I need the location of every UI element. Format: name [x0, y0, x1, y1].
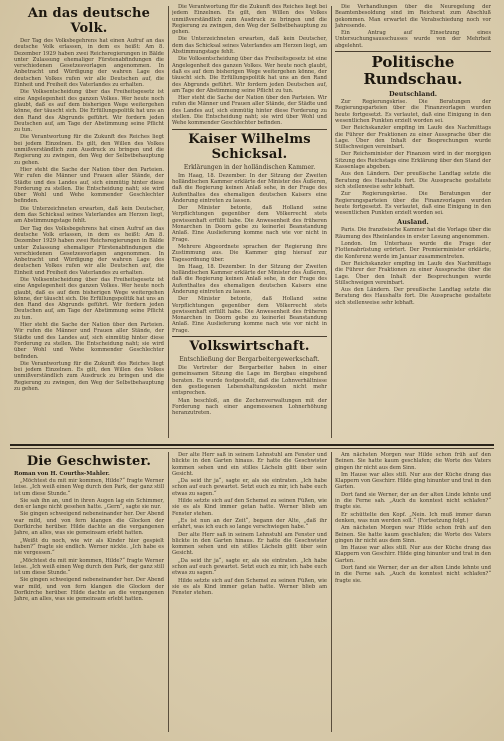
section-rule: [172, 336, 327, 337]
paragraph: Der Tag des Volksbegehrens hat einen Aufruf an das deutsche Volk erlassen, in dem es heißt: Am 8. Dezember 1929 haben zwei Reichsregierungen in Bälde unter Zulassung ehemaliger Fürstenabfindungen die verschiedenen Gesetzesvorlagen angenommen. In Anbetracht und Würdigung der wahren Lage des deutschen Volkes rufen wir alle Deutschen auf, die Einheit und Freiheit des Vaterlandes zu erhalten.: [14, 225, 164, 276]
column-divider: [331, 6, 332, 438]
paragraph: Hier steht die Sache der Nation über den Parteien. Wir rufen die Männer und Frauen aller Stände, der Städte und des Landes auf, sich einmütig hinter diese Forderung zu stellen. Die Entscheidung naht; sie wird über Wohl und Wehe kommender Geschlechter befinden.: [14, 322, 164, 360]
paragraph: Zur Regierungskrise. Die Beratungen der Regierungsparteien über die Finanzvorlagen wurden heute fortgesetzt. Es verlautet, daß eine Einigung in den wesentlichen Punkten erzielt worden sei.: [335, 99, 491, 124]
paragraph: Der Reichskanzler empfing im Laufe des Nachmittags die Führer der Fraktionen zu einer Aussprache über die Lage. Über den Inhalt der Besprechungen wurde Stillschweigen vereinbart.: [335, 125, 491, 151]
paragraph: Sie gingen schweigend nebeneinander her. Der Abend war mild, und von fern klangen die Glocken der Dorfkirche herüber. Hilde dachte an die vergangenen Jahre, an alles, was sie gemeinsam erlebt hatten.: [14, 511, 164, 537]
subheadline: Erklärungen in der holländischen Kammer.: [183, 163, 316, 171]
column-3: [335, 4, 491, 442]
subheadline: Entschließung der Bergarbeitergewerkschaft.: [179, 356, 320, 364]
paragraph: „Da seid ihr ja“, sagte er, als sie eintraten. „Ich habe schon auf euch gewartet. Setzt euch zu mir, ich habe euch etwas zu sagen.“: [172, 478, 327, 497]
headline-politische-rundschau: Politische Rundschau.: [363, 53, 463, 89]
paragraph: Der Minister betonte, daß Holland seine Verpflichtungen gegenüber dem Völkerrecht stets gewissenhaft erfüllt habe. Die Anwesenheit des früheren Monarchen in Doorn gebe zu keinerlei Beanstandung Anlaß. Eine Auslieferung komme nach wie vor nicht in Frage.: [172, 205, 327, 243]
headline-an-das-deutsche-volk: An das deutsche Volk.: [27, 6, 151, 36]
section-rule: [172, 129, 327, 130]
paragraph: Im Hause war alles still. Nur aus der Küche drang das Klappern von Geschirr. Hilde ging hinunter und trat in den Garten.: [335, 471, 491, 491]
feuilleton-rule-thin: [10, 448, 494, 449]
paragraph: Mehrere Abgeordnete sprachen der Regierung ihre Zustimmung aus. Die Kammer ging hierauf zur Tagesordnung über.: [172, 243, 327, 263]
paragraph: Paris. Die französische Kammer hat die Vorlage über die Räumung des Rheinlandes in erster Lesung angenommen.: [335, 227, 491, 240]
paragraph: Der alte Herr saß in seinem Lehnstuhl am Fenster und blickte in den Garten hinaus. Er hatte die Geschwister kommen sehen und ein stilles Lächeln glitt über sein Gesicht.: [172, 452, 327, 477]
paragraph: Die Volksentscheidung über das Freiheitsgesetz ist eine Angelegenheit des ganzen Volkes. Wer heute noch glaubt, daß es auf dem bisherigen Wege weitergehen könne, der täuscht sich. Die Erfüllungspolitik hat uns an den Rand des Abgrunds geführt. Wir fordern jeden Deutschen auf, am Tage der Abstimmung seine Pflicht zu tun.: [14, 89, 164, 134]
paragraph: „Weißt du noch, wie wir als Kinder hier gespielt haben?“ fragte sie endlich. Werner nickte. „Ich habe es nie vergessen.“: [14, 537, 164, 557]
paragraph: Die Verhandlungen über die Neuregelung der Beamtenbesoldung sind im Reichsrat zum Abschluß gekommen. Man erwartet die Verabschiedung noch vor Jahresende.: [335, 4, 491, 29]
paragraph: „Möchtest du mit mir kommen, Hilde?“ fragte Werner leise. „Ich weiß einen Weg durch den Park, der ganz still ist um diese Stunde.“: [14, 557, 164, 577]
paragraph: „Da seid ihr ja“, sagte er, als sie eintraten. „Ich habe schon auf euch gewartet. Setzt euch zu mir, ich habe euch etwas zu sagen.“: [172, 557, 327, 577]
paragraph: Der alte Herr saß in seinem Lehnstuhl am Fenster und blickte in den Garten hinaus. Er hatte die Geschwister kommen sehen und ein stilles Lächeln glitt über sein Gesicht.: [172, 531, 327, 557]
paragraph: Man beschloß, an die Zechenverwaltungen mit der Forderung nach einer angemessenen Lohnerhöhung heranzutreten.: [172, 397, 327, 417]
serial-body: [335, 452, 491, 584]
paragraph: Hilde setzte sich auf den Schemel zu seinen Füßen, wie sie es als Kind immer getan hatte. Werner blieb am Fenster stehen.: [172, 498, 327, 517]
paragraph: „Möchtest du mit mir kommen, Hilde?“ fragte Werner leise. „Ich weiß einen Weg durch den Park, der ganz still ist um diese Stunde.“: [14, 478, 164, 497]
article-body: [335, 227, 491, 306]
paragraph: Die Unterzeichneten erwarten, daß kein Deutscher, dem das Schicksal seines Vaterlandes am Herzen liegt, am Abstimmungstage fehlt.: [14, 205, 164, 225]
paragraph: Im Haag, 18. Dezember. In der Sitzung der Zweiten holländischen Kammer erklärte der Minister des Äußeren, daß die Regierung keinen Anlaß sehe, in der Frage des Aufenthaltes des ehemaligen deutschen Kaisers eine Änderung eintreten zu lassen.: [172, 172, 327, 204]
paragraph: Aus den Ländern. Der preußische Landtag setzte die Beratung des Haushalts fort. Die Aussprache gestaltete sich stellenweise sehr lebhaft.: [335, 171, 491, 190]
paragraph: Am nächsten Morgen war Hilde schon früh auf den Beinen. Sie hatte kaum geschlafen; die Worte des Vaters gingen ihr nicht aus dem Sinn.: [335, 452, 491, 471]
paragraph: Die Volksentscheidung über das Freiheitsgesetz ist eine Angelegenheit des ganzen Volkes. Wer heute noch glaubt, daß es auf dem bisherigen Wege weitergehen könne, der täuscht sich. Die Erfüllungspolitik hat uns an den Rand des Abgrunds geführt. Wir fordern jeden Deutschen auf, am Tage der Abstimmung seine Pflicht zu tun.: [172, 56, 327, 94]
paragraph: Im Haag, 18. Dezember. In der Sitzung der Zweiten holländischen Kammer erklärte der Minister des Äußeren, daß die Regierung keinen Anlaß sehe, in der Frage des Aufenthaltes des ehemaligen deutschen Kaisers eine Änderung eintreten zu lassen.: [172, 263, 327, 295]
paragraph: Der Minister betonte, daß Holland seine Verpflichtungen gegenüber dem Völkerrecht stets gewissenhaft erfüllt habe. Die Anwesenheit des früheren Monarchen in Doorn gebe zu keinerlei Beanstandung Anlaß. Eine Auslieferung komme nach wie vor nicht in Frage.: [172, 296, 327, 334]
paragraph: Hier steht die Sache der Nation über den Parteien. Wir rufen die Männer und Frauen aller Stände, der Städte und des Landes auf, sich einmütig hinter diese Forderung zu stellen. Die Entscheidung naht; sie wird über Wohl und Wehe kommender Geschlechter befinden.: [172, 95, 327, 127]
paragraph: „Es ist nun an der Zeit“, begann der Alte, „daß ihr erfahrt, was ich euch so lange verschwiegen habe.“: [172, 517, 327, 531]
section-rule: [335, 51, 491, 52]
paragraph: Zur Regierungskrise. Die Beratungen der Regierungsparteien über die Finanzvorlagen wurden heute fortgesetzt. Es verlautet, daß eine Einigung in den wesentlichen Punkten erzielt worden sei.: [335, 191, 491, 217]
serial-column-2: [172, 452, 327, 734]
paragraph: Aus den Ländern. Der preußische Landtag setzte die Beratung des Haushalts fort. Die Aussprache gestaltete sich stellenweise sehr lebhaft.: [335, 287, 491, 306]
headline-volkswirtschaft: Volkswirtschaft.: [189, 339, 310, 355]
paragraph: Im Hause war alles still. Nur aus der Küche drang das Klappern von Geschirr. Hilde ging hinunter und trat in den Garten.: [335, 545, 491, 564]
article-body: [172, 365, 327, 416]
section-heading: Ausland.: [397, 218, 429, 227]
article-continuation: [172, 4, 327, 127]
paragraph: Die Volksentscheidung über das Freiheitsgesetz ist eine Angelegenheit des ganzen Volkes. Wer heute noch glaubt, daß es auf dem bisherigen Wege weitergehen könne, der täuscht sich. Die Erfüllungspolitik hat uns an den Rand des Abgrunds geführt. Wir fordern jeden Deutschen auf, am Tage der Abstimmung seine Pflicht zu tun.: [14, 276, 164, 321]
paragraph: Der Reichsminister der Finanzen wird in der morgigen Sitzung des Reichstags eine Erklärung über den Stand der Kassenlage abgeben.: [335, 151, 491, 171]
paragraph: Dort fand sie Werner, der an der alten Linde lehnte und in die Ferne sah. „Auch du konntest nicht schlafen?“ fragte sie.: [335, 491, 491, 511]
serial-column-1: [14, 452, 164, 734]
feuilleton-rule: [10, 444, 494, 446]
article-body: [172, 173, 327, 334]
paragraph: Die Verantwortung für die Zukunft des Reiches liegt bei jedem Einzelnen. Es gilt, den Willen des Volkes unmißverständlich zum Ausdruck zu bringen und die Regierung zu zwingen, den Weg der Selbstbehauptung zu gehen.: [14, 360, 164, 393]
paragraph: Er schüttelte den Kopf. „Nein. Ich muß immer daran denken, was nun werden soll.“ (Fortsetzung folgt.): [335, 511, 491, 524]
paragraph: Die Verantwortung für die Zukunft des Reiches liegt bei jedem Einzelnen. Es gilt, den Willen des Volkes unmißverständlich zum Ausdruck zu bringen und die Regierung zu zwingen, den Weg der Selbstbehauptung zu gehen.: [14, 134, 164, 166]
paragraph: Dort fand sie Werner, der an der alten Linde lehnte und in die Ferne sah. „Auch du konntest nicht schlafen?“ fragte sie.: [335, 565, 491, 584]
paragraph: Die Vertreter der Bergarbeiter haben in einer gemeinsamen Sitzung die Lage im Bergbau eingehend beraten. Es wurde festgestellt, daß die Lohnverhältnisse den gestiegenen Lebenshaltungskosten nicht mehr entsprechen.: [172, 365, 327, 397]
headline-kaiser-wilhelms-schicksal: Kaiser Wilhelms Schicksal.: [188, 131, 311, 162]
paragraph: Die Verantwortung für die Zukunft des Reiches liegt bei jedem Einzelnen. Es gilt, den Willen des Volkes unmißverständlich zum Ausdruck zu bringen und die Regierung zu zwingen, den Weg der Selbstbehauptung zu gehen.: [172, 4, 327, 36]
paragraph: Hier steht die Sache der Nation über den Parteien. Wir rufen die Männer und Frauen aller Stände, der Städte und des Landes auf, sich einmütig hinter diese Forderung zu stellen. Die Entscheidung naht; sie wird über Wohl und Wehe kommender Geschlechter befinden.: [14, 166, 164, 205]
headline-die-geschwister: Die Geschwister.: [26, 454, 152, 469]
article-body: [14, 38, 164, 392]
serial-body: [14, 478, 164, 603]
paragraph: Der Reichskanzler empfing im Laufe des Nachmittags die Führer der Fraktionen zu einer Aussprache über die Lage. Über den Inhalt der Besprechungen wurde Stillschweigen vereinbart.: [335, 260, 491, 286]
paragraph: London. Im Unterhaus wurde die Frage der Flottenabrüstung erörtert. Der Premierminister erklärte, die Konferenz werde im Januar zusammentreten.: [335, 241, 491, 260]
article-body: [335, 99, 491, 216]
column-1: [14, 4, 164, 442]
paragraph: Die Unterzeichneten erwarten, daß kein Deutscher, dem das Schicksal seines Vaterlandes am Herzen liegt, am Abstimmungstage fehlt.: [172, 36, 327, 56]
paragraph: Sie sah ihn an, und in ihren Augen lag ein Schimmer, den er lange nicht gesehen hatte. „Gern“, sagte sie nur.: [14, 497, 164, 511]
serial-body: [172, 452, 327, 597]
paragraph: Sie gingen schweigend nebeneinander her. Der Abend war mild, und von fern klangen die Glocken der Dorfkirche herüber. Hilde dachte an die vergangenen Jahre, an alles, was sie gemeinsam erlebt hatten.: [14, 577, 164, 603]
column-divider: [168, 6, 169, 438]
paragraph: Am nächsten Morgen war Hilde schon früh auf den Beinen. Sie hatte kaum geschlafen; die Worte des Vaters gingen ihr nicht aus dem Sinn.: [335, 525, 491, 544]
serial-byline: Roman von H. Courths-Mahler.: [14, 471, 110, 477]
column-divider: [168, 452, 169, 732]
paragraph: Der Tag des Volksbegehrens hat einen Aufruf an das deutsche Volk erlassen, in dem es heißt: Am 8. Dezember 1929 haben zwei Reichsregierungen in Bälde unter Zulassung ehemaliger Fürstenabfindungen die verschiedenen Gesetzesvorlagen angenommen. In Anbetracht und Würdigung der wahren Lage des deutschen Volkes rufen wir alle Deutschen auf, die Einheit und Freiheit des Vaterlandes zu erhalten.: [14, 38, 164, 89]
column-divider: [331, 452, 332, 732]
paragraph: Hilde setzte sich auf den Schemel zu seinen Füßen, wie sie es als Kind immer getan hatte. Werner blieb am Fenster stehen.: [172, 577, 327, 597]
column-2: [172, 4, 327, 442]
paragraph: Ein Antrag auf Einsetzung eines Untersuchungsausschusses wurde von der Mehrheit abgelehnt.: [335, 30, 491, 49]
serial-column-3: [335, 452, 491, 734]
section-heading: Deutschland.: [388, 90, 438, 99]
article-intro: [335, 4, 491, 49]
